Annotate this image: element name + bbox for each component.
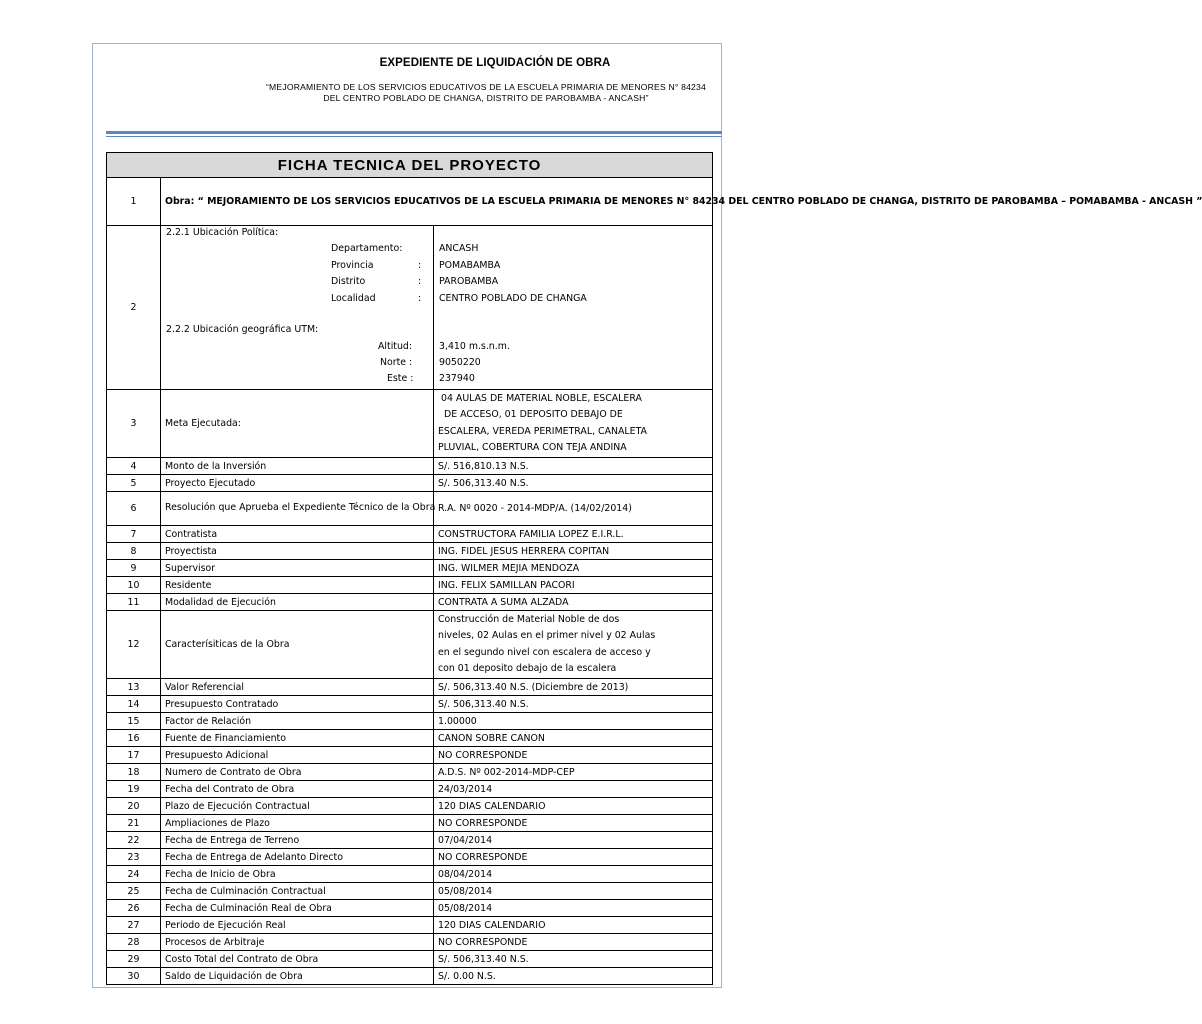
row-number: 14 (107, 696, 161, 713)
row-value: 120 DIAS CALENDARIO (434, 798, 713, 815)
row-number: 27 (107, 917, 161, 934)
table-row (107, 526, 713, 543)
row-number: 28 (107, 934, 161, 951)
row-label: Supervisor (161, 560, 434, 577)
row-value: S/. 506,313.40 N.S. (434, 475, 713, 492)
row-number: 13 (107, 679, 161, 696)
row-number: 2 (107, 226, 161, 390)
norte-label: Norte : (380, 357, 413, 368)
caracteristicas-line: con 01 deposito debajo de la escalera (438, 663, 617, 674)
row-value: NO CORRESPONDE (434, 815, 713, 832)
table-row-obra (107, 178, 713, 226)
row-label: Caracterísiticas de la Obra (161, 611, 434, 679)
row-number: 3 (107, 390, 161, 458)
row-number: 1 (107, 178, 161, 226)
table-row (107, 849, 713, 866)
row-number: 5 (107, 475, 161, 492)
row-label: Procesos de Arbitraje (161, 934, 434, 951)
document-title: EXPEDIENTE DE LIQUIDACIÓN DE OBRA (379, 57, 611, 69)
row-label: Modalidad de Ejecución (161, 594, 434, 611)
row-value: CONTRATA A SUMA ALZADA (434, 594, 713, 611)
row-label: Presupuesto Contratado (161, 696, 434, 713)
row-label: Residente (161, 577, 434, 594)
row-label: Fecha de Inicio de Obra (161, 866, 434, 883)
table-row-caracteristicas (107, 611, 713, 679)
row-label: Proyecto Ejecutado (161, 475, 434, 492)
row-label: Valor Referencial (161, 679, 434, 696)
row-number: 30 (107, 968, 161, 985)
table-row (107, 713, 713, 730)
caracteristicas-value (434, 611, 713, 679)
row-label: Monto de la Inversión (161, 458, 434, 475)
row-value: CANON SOBRE CANON (434, 730, 713, 747)
row-value: 07/04/2014 (434, 832, 713, 849)
table-row (107, 951, 713, 968)
row-label: Periodo de Ejecución Real (161, 917, 434, 934)
row-number: 17 (107, 747, 161, 764)
localidad-value: CENTRO POBLADO DE CHANGA (439, 293, 587, 304)
row-label: Factor de Relación (161, 713, 434, 730)
row-number: 12 (107, 611, 161, 679)
row-value: NO CORRESPONDE (434, 849, 713, 866)
row-label: Fecha de Culminación Contractual (161, 883, 434, 900)
table-row (107, 832, 713, 849)
table-row (107, 883, 713, 900)
row-value: 05/08/2014 (434, 900, 713, 917)
row-label: Contratista (161, 526, 434, 543)
ficha-tecnica-table (106, 152, 1202, 985)
ubicacion-values (434, 226, 713, 390)
row-label: Numero de Contrato de Obra (161, 764, 434, 781)
row-value: 08/04/2014 (434, 866, 713, 883)
caracteristicas-line: Construcción de Material Noble de dos (438, 613, 620, 625)
departamento-value: ANCASH (439, 243, 479, 254)
este-label: Este : (387, 373, 414, 384)
distrito-colon: : (418, 276, 422, 287)
row-value: 05/08/2014 (434, 883, 713, 900)
table-row (107, 577, 713, 594)
table-row (107, 679, 713, 696)
row-number: 10 (107, 577, 161, 594)
row-label: Saldo de Liquidación de Obra (161, 968, 434, 985)
row-value: NO CORRESPONDE (434, 747, 713, 764)
caracteristicas-line: en el segundo nivel con escalera de acceso y (438, 646, 651, 658)
table-row (107, 900, 713, 917)
localidad-colon: : (418, 293, 422, 304)
table-row (107, 747, 713, 764)
table-row (107, 968, 713, 985)
row-number: 11 (107, 594, 161, 611)
obra-description: Obra: “ MEJORAMIENTO DE LOS SERVICIOS EDUCATIVOS DE LA ESCUELA PRIMARIA DE MENORES N° 84234 DEL CENTRO POBLADO DE CHANGA, DISTRITO DE PAROBAMBA – POMABAMBA - ANCASH ” (161, 178, 713, 226)
table-row (107, 492, 713, 526)
table-row (107, 543, 713, 560)
table-row (107, 560, 713, 577)
table-row (107, 730, 713, 747)
row-value: S/. 506,313.40 N.S. (Diciembre de 2013) (434, 679, 713, 696)
este-value: 237940 (439, 373, 475, 384)
norte-value: 9050220 (439, 357, 481, 368)
row-value: S/. 0.00 N.S. (434, 968, 713, 985)
row-number: 4 (107, 458, 161, 475)
row-label: Fecha del Contrato de Obra (161, 781, 434, 798)
departamento-label: Departamento: (331, 243, 403, 254)
row-number: 26 (107, 900, 161, 917)
row-value: NO CORRESPONDE (434, 934, 713, 951)
document-subtitle: “MEJORAMIENTO DE LOS SERVICIOS EDUCATIVOS DE LA ESCUELA PRIMARIA DE MENORES N° 84234 DEL CENTRO POBLADO DE CHANGA, DISTRITO DE PAROBAMBA - ANCASH” (265, 82, 706, 103)
table-row (107, 475, 713, 492)
row-label: Proyectista (161, 543, 434, 560)
caracteristicas-line: niveles, 02 Aulas en el primer nivel y 02 Aulas (438, 630, 656, 641)
table-row (107, 594, 713, 611)
table-row (107, 815, 713, 832)
row-value: 1.00000 (434, 713, 713, 730)
header-divider-thick (106, 131, 722, 134)
table-row (107, 781, 713, 798)
row-number: 8 (107, 543, 161, 560)
table-heading: FICHA TECNICA DEL PROYECTO (107, 153, 713, 178)
row-label: Meta Ejecutada: (161, 390, 434, 458)
distrito-label: Distrito (331, 276, 366, 287)
row-number: 20 (107, 798, 161, 815)
table-row (107, 917, 713, 934)
row-value: CONSTRUCTORA FAMILIA LOPEZ E.I.R.L. (434, 526, 713, 543)
row-value: A.D.S. Nº 002-2014-MDP-CEP (434, 764, 713, 781)
row-number: 9 (107, 560, 161, 577)
provincia-colon: : (418, 260, 422, 271)
ubicacion-utm-title: 2.2.2 Ubicación geográfica UTM: (166, 324, 319, 335)
row-number: 16 (107, 730, 161, 747)
row-label: Fecha de Entrega de Adelanto Directo (161, 849, 434, 866)
meta-ejecutada-value (434, 390, 713, 458)
row-value: S/. 516,810.13 N.S. (434, 458, 713, 475)
provincia-value: POMABAMBA (439, 260, 501, 271)
row-number: 25 (107, 883, 161, 900)
table-row (107, 798, 713, 815)
row-label: Fecha de Culminación Real de Obra (161, 900, 434, 917)
row-label: Fuente de Financiamiento (161, 730, 434, 747)
row-number: 29 (107, 951, 161, 968)
localidad-label: Localidad (331, 293, 376, 304)
meta-line: PLUVIAL, COBERTURA CON TEJA ANDINA (438, 442, 627, 453)
ubicacion-labels (161, 226, 434, 390)
row-value: ING. WILMER MEJIA MENDOZA (434, 560, 713, 577)
row-number: 24 (107, 866, 161, 883)
distrito-value: PAROBAMBA (439, 276, 499, 287)
ubicacion-politica-title: 2.2.1 Ubicación Política: (166, 227, 279, 238)
table-row-meta (107, 390, 713, 458)
provincia-label: Provincia (331, 260, 374, 271)
row-label: Resolución que Aprueba el Expediente Técnico de la Obra (161, 492, 434, 526)
row-value: 120 DIAS CALENDARIO (434, 917, 713, 934)
header-divider-thin (106, 136, 722, 137)
row-number: 22 (107, 832, 161, 849)
meta-line: DE ACCESO, 01 DEPOSITO DEBAJO DE (444, 409, 623, 420)
altitud-label: Altitud: (378, 341, 413, 352)
meta-line: ESCALERA, VEREDA PERIMETRAL, CANALETA (438, 425, 647, 437)
table-row-ubicacion (107, 226, 713, 390)
row-number: 23 (107, 849, 161, 866)
table-row (107, 764, 713, 781)
row-number: 19 (107, 781, 161, 798)
row-number: 21 (107, 815, 161, 832)
row-value: R.A. Nº 0020 - 2014-MDP/A. (14/02/2014) (434, 492, 713, 526)
row-value: ING. FIDEL JESUS HERRERA COPITAN (434, 543, 713, 560)
table-row (107, 934, 713, 951)
row-value: S/. 506,313.40 N.S. (434, 951, 713, 968)
row-number: 7 (107, 526, 161, 543)
row-label: Ampliaciones de Plazo (161, 815, 434, 832)
row-value: ING. FELIX SAMILLAN PACORI (434, 577, 713, 594)
table-row (107, 696, 713, 713)
row-label: Costo Total del Contrato de Obra (161, 951, 434, 968)
row-label: Fecha de Entrega de Terreno (161, 832, 434, 849)
row-label: Plazo de Ejecución Contractual (161, 798, 434, 815)
meta-line: 04 AULAS DE MATERIAL NOBLE, ESCALERA (441, 392, 642, 404)
row-label: Presupuesto Adicional (161, 747, 434, 764)
row-number: 6 (107, 492, 161, 526)
row-value: S/. 506,313.40 N.S. (434, 696, 713, 713)
row-number: 18 (107, 764, 161, 781)
altitud-value: 3,410 m.s.n.m. (439, 341, 510, 352)
table-row (107, 866, 713, 883)
row-value: 24/03/2014 (434, 781, 713, 798)
table-row (107, 458, 713, 475)
row-number: 15 (107, 713, 161, 730)
